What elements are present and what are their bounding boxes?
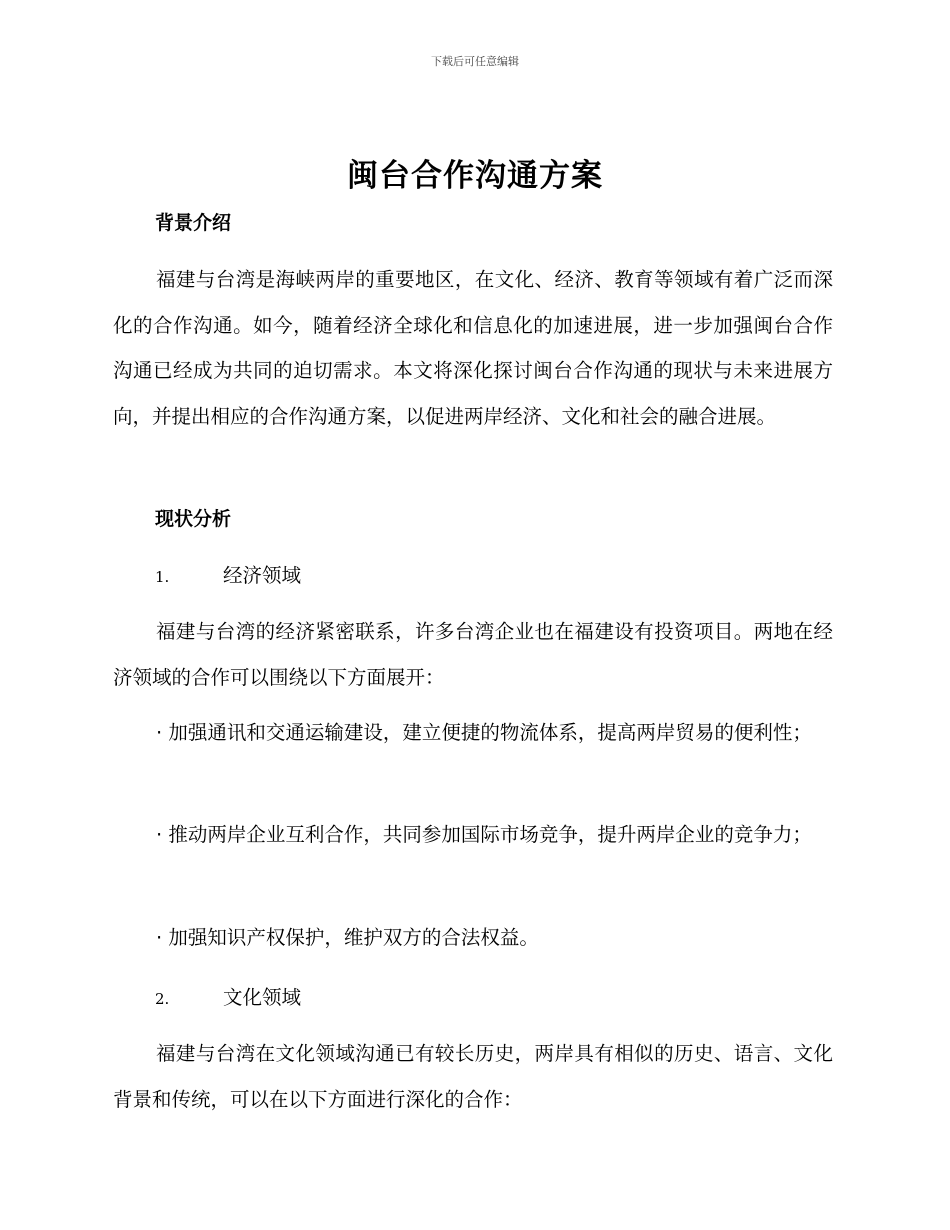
item-number: 2. — [155, 990, 170, 1008]
header-note: 下载后可任意编辑 — [431, 55, 519, 68]
bullet-item: · 推动两岸企业互利合作，共同参加国际市场竞争，提升两岸企业的竞争力； — [156, 823, 812, 846]
paragraph-culture: 福建与台湾在文化领域沟通已有较长历史，两岸具有相似的历史、语言、文化背景和传统，可以在以下方面进行深化的合作： — [113, 1042, 833, 1111]
item-label: 经济领域 — [223, 564, 302, 587]
numbered-item-economy — [155, 560, 301, 588]
section-heading-status: 现状分析 — [155, 508, 232, 530]
numbered-item-culture — [155, 982, 301, 1010]
bullet-item: · 加强通讯和交通运输建设，建立便捷的物流体系，提高两岸贸易的便利性； — [156, 721, 812, 744]
paragraph-economy: 福建与台湾的经济紧密联系，许多台湾企业也在福建设有投资项目。两地在经济领域的合作可以围绕以下方面展开： — [113, 620, 833, 689]
item-label: 文化领域 — [223, 986, 302, 1009]
item-number: 1. — [155, 568, 170, 586]
page-title: 闽台合作沟通方案 — [347, 158, 603, 194]
section-heading-background: 背景介绍 — [155, 212, 232, 234]
paragraph-background: 福建与台湾是海峡两岸的重要地区，在文化、经济、教育等领域有着广泛而深化的合作沟通。如今，随着经济全球化和信息化的加速进展，进一步加强闽台合作沟通已经成为共同的迫切需求。本文将深化探讨闽台合作沟通的现状与未来进展方向，并提出相应的合作沟通方案，以促进两岸经济、文化和社会的融合进展。 — [113, 268, 833, 428]
bullet-item: · 加强知识产权保护，维护双方的合法权益。 — [156, 926, 539, 949]
